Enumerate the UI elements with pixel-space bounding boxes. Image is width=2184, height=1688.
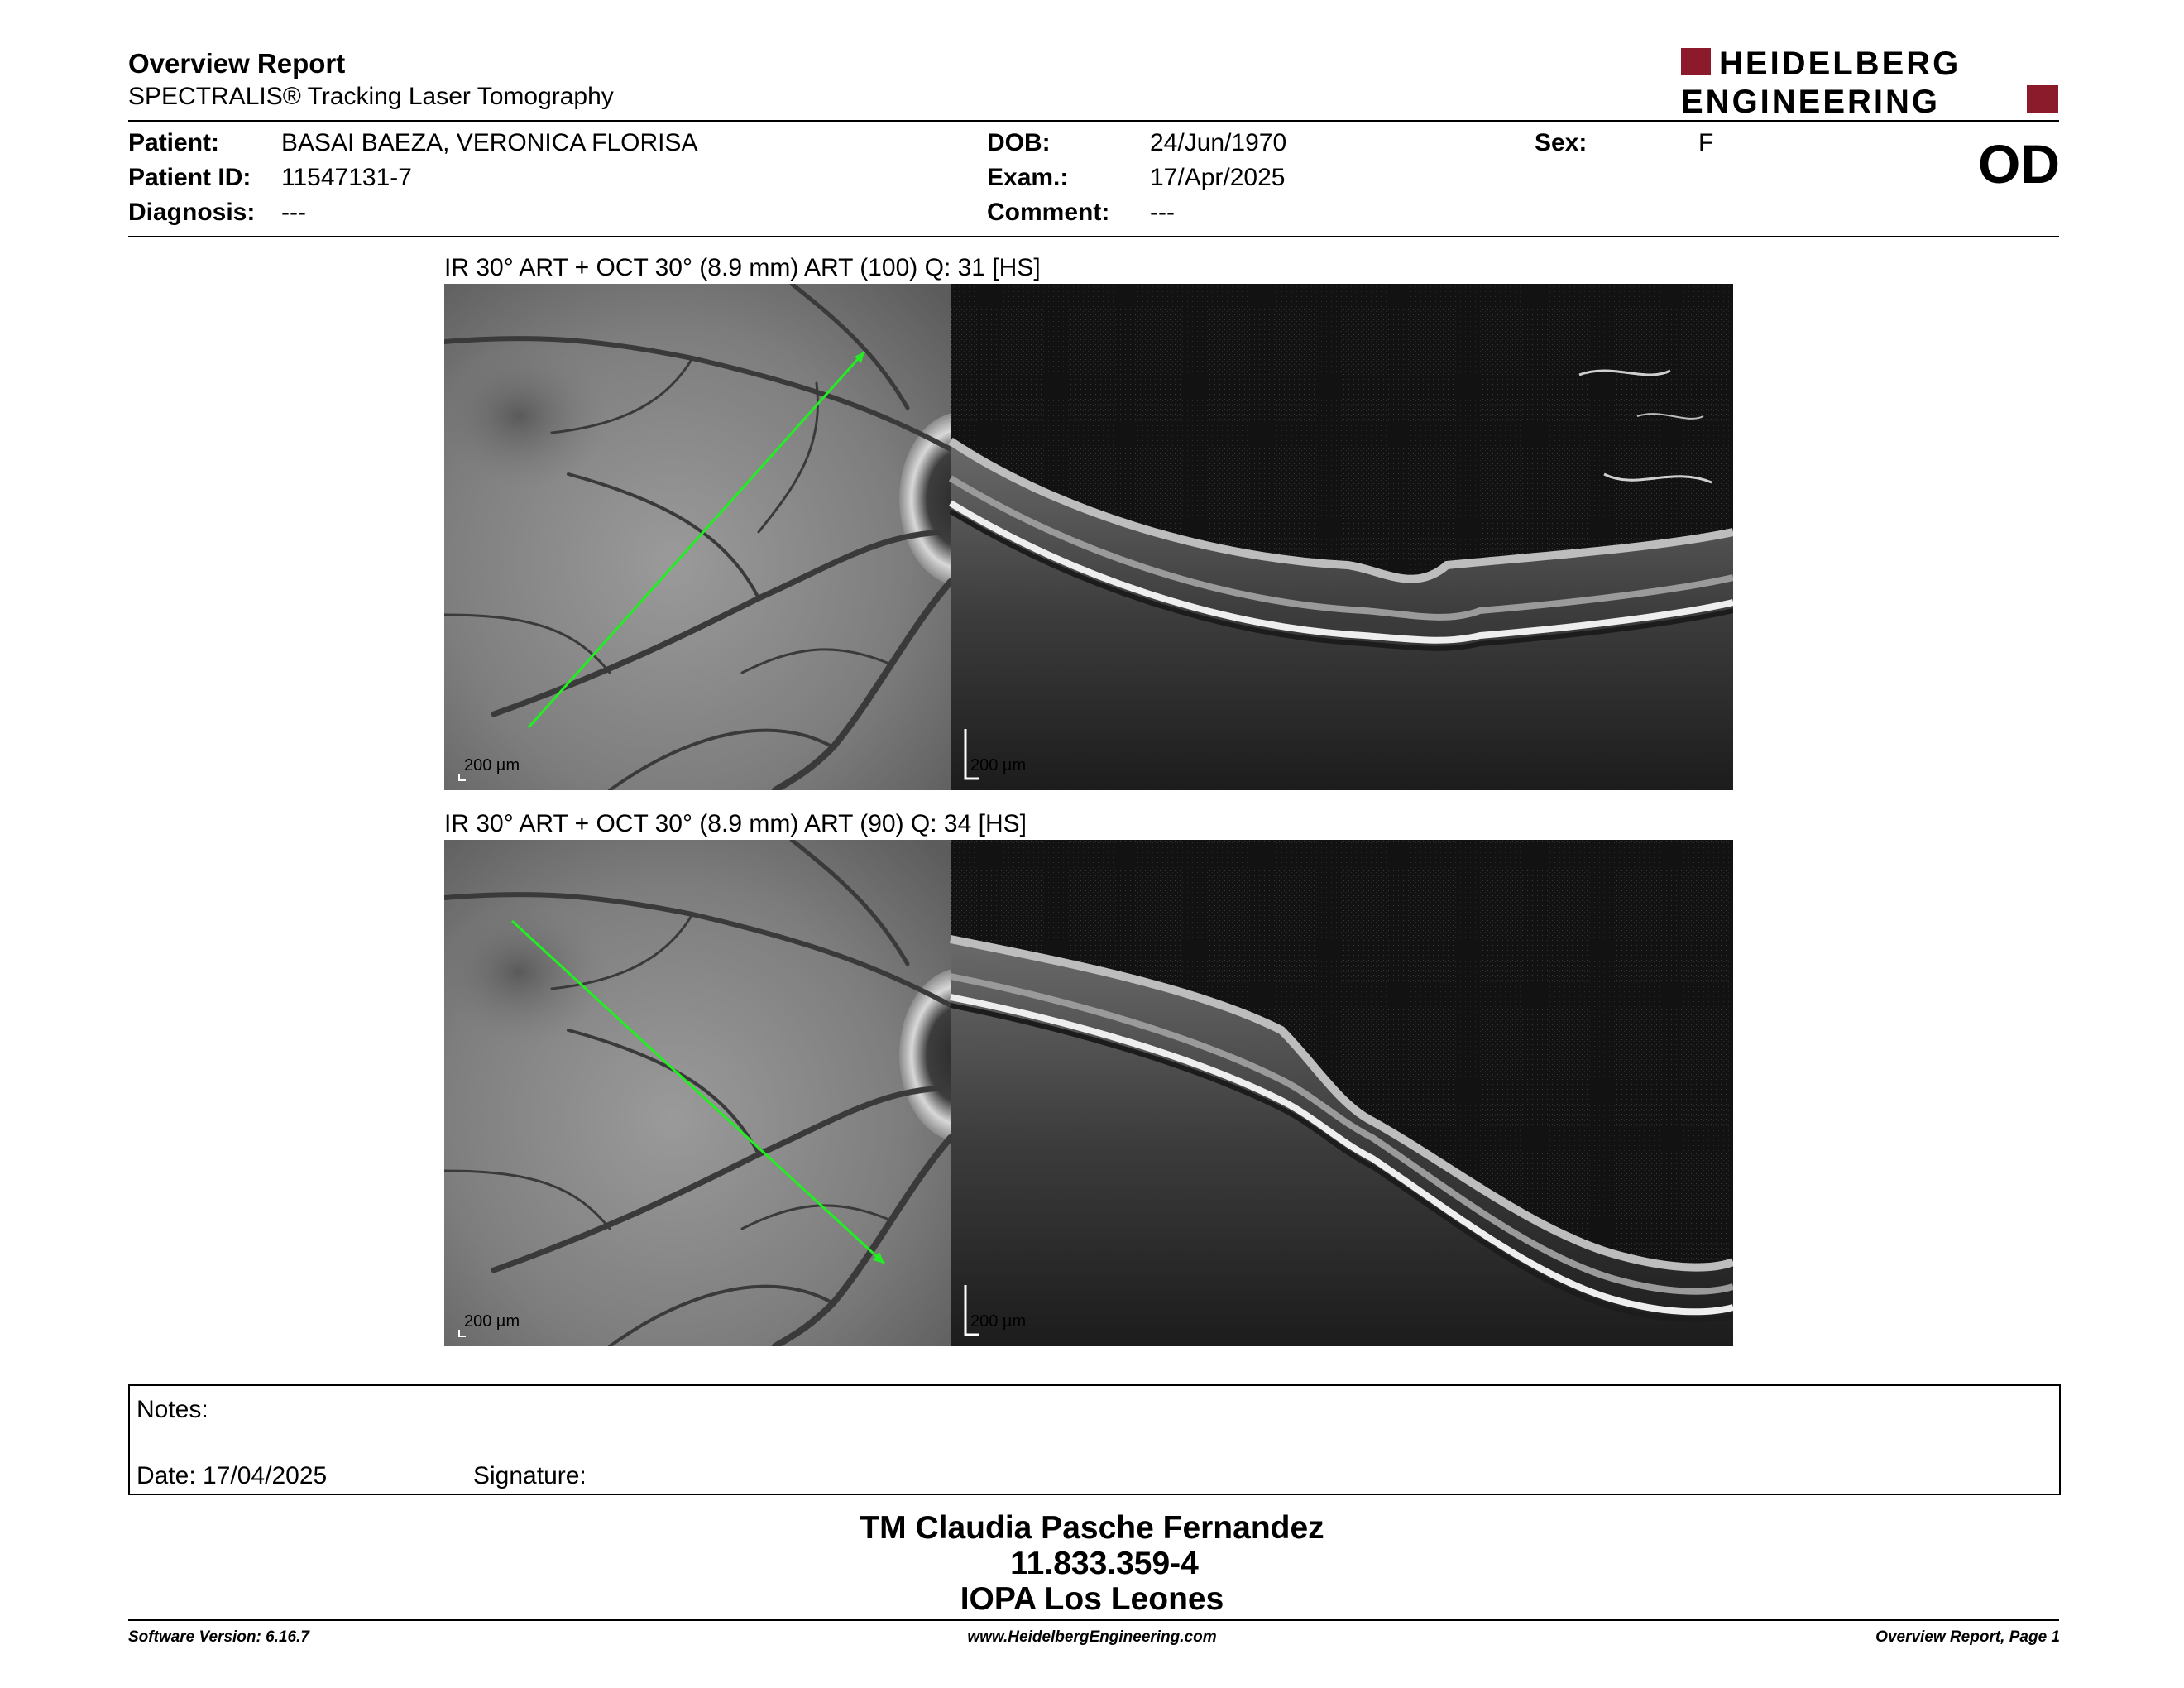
report-subtitle: SPECTRALIS® Tracking Laser Tomography <box>128 83 614 110</box>
dob-label: DOB: <box>987 129 1051 156</box>
header-rule <box>128 120 2059 122</box>
notes-box <box>128 1384 2061 1495</box>
heidelberg-logo <box>1679 45 2060 116</box>
diagnosis-label: Diagnosis: <box>128 199 256 226</box>
patient-id-label: Patient ID: <box>128 164 251 191</box>
logo-square-bottom <box>2027 85 2058 113</box>
ir-fundus-image-1 <box>444 284 1023 790</box>
logo-word-bottom: ENGINEERING <box>1681 84 1941 116</box>
signer-place: IOPA Los Leones <box>960 1581 1224 1617</box>
eye-indicator: OD <box>1978 133 2060 194</box>
sex-value: F <box>1698 129 1714 156</box>
dob-value: 24/Jun/1970 <box>1150 129 1287 156</box>
scan-2-ir-scale: 200 µm <box>464 1312 520 1331</box>
notes-label: Notes: <box>136 1396 208 1423</box>
oct-bscan-1 <box>951 284 1733 790</box>
scan-2-panel <box>444 840 1733 1346</box>
sex-label: Sex: <box>1535 129 1588 156</box>
scan-1-ir-scale: 200 µm <box>464 756 520 774</box>
patient-rule <box>128 236 2059 237</box>
exam-value: 17/Apr/2025 <box>1150 164 1286 191</box>
logo-word-top: HEIDELBERG <box>1719 46 1961 82</box>
signature-label: Signature: <box>473 1462 587 1489</box>
page-indicator: Overview Report, Page 1 <box>1875 1628 2060 1646</box>
ir-fundus-image-2 <box>444 840 1023 1346</box>
comment-label: Comment: <box>987 199 1110 226</box>
report-title: Overview Report <box>128 48 346 79</box>
website-link[interactable]: www.HeidelbergEngineering.com <box>967 1628 1217 1646</box>
comment-value: --- <box>1150 199 1175 226</box>
scan-2-oct-scale: 200 µm <box>970 1312 1027 1331</box>
scan-1-panel <box>444 284 1733 790</box>
signer-name: TM Claudia Pasche Fernandez <box>860 1510 1324 1546</box>
date-label: Date: 17/04/2025 <box>136 1462 328 1489</box>
patient-value: BASAI BAEZA, VERONICA FLORISA <box>281 129 698 156</box>
patient-id-value: 11547131-7 <box>281 164 412 191</box>
scan-1-title: IR 30° ART + OCT 30° (8.9 mm) ART (100) Q: 31 [HS] <box>444 254 1041 281</box>
exam-label: Exam.: <box>987 164 1069 191</box>
footer-rule <box>128 1619 2059 1621</box>
oct-bscan-2 <box>951 840 1733 1346</box>
patient-label: Patient: <box>128 129 220 156</box>
signer-id: 11.833.359-4 <box>1010 1546 1199 1581</box>
logo-square-top <box>1681 48 1711 75</box>
scan-1-oct-scale: 200 µm <box>970 756 1027 774</box>
diagnosis-value: --- <box>281 199 306 226</box>
scan-2-title: IR 30° ART + OCT 30° (8.9 mm) ART (90) Q: 34 [HS] <box>444 810 1027 837</box>
software-version: Software Version: 6.16.7 <box>128 1628 309 1646</box>
